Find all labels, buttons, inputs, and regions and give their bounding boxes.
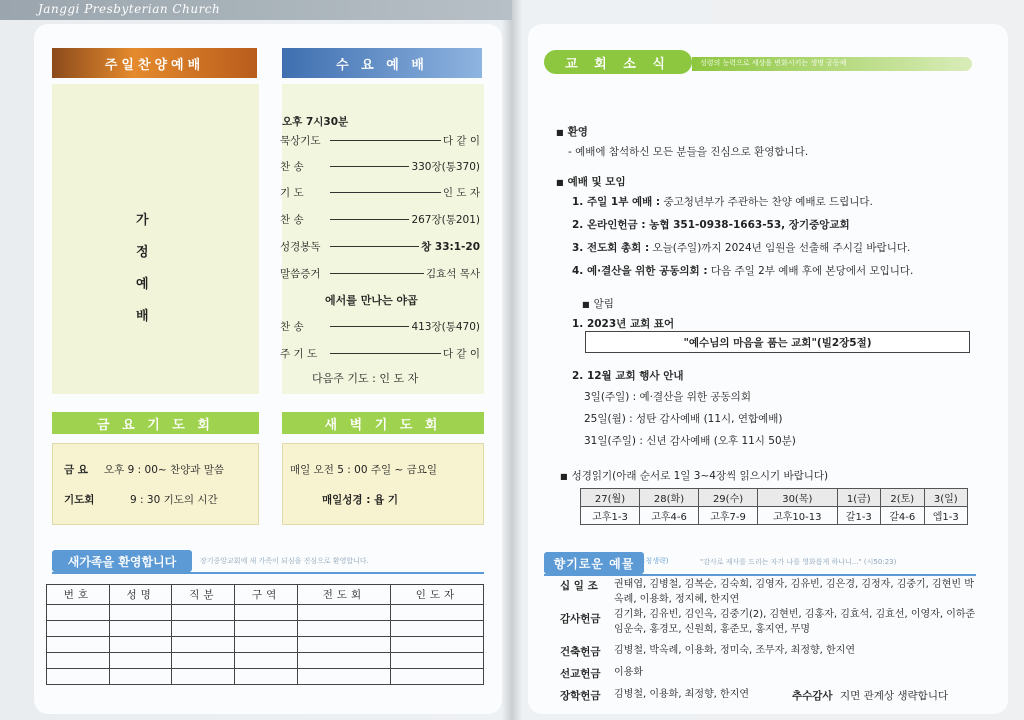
meeting-item-text: 오늘(주일)까지 2024년 임원을 선출해 주시길 바랍니다. [649,242,911,254]
bible-day: 28(화) [640,489,699,507]
meeting-item-lead: 4. 예·결산을 위한 공동의회 : [572,265,708,277]
order-label: 기 도 [280,186,304,199]
friday-text-1: 오후 9 : 00~ 찬양과 말씀 [104,464,225,476]
bullet-square-icon: ■ [560,472,568,481]
offering-names: 권태엽, 김병철, 김복순, 김숙희, 김영자, 김유빈, 김은경, 김정자, 김중기, 김현빈 박옥례, 이용화, 정지혜, 한지연 [614,579,974,605]
meeting-item-text: 중고청년부가 주관하는 찬양 예배로 드립니다. [660,196,873,208]
order-label: 찬 송 [280,213,304,226]
bible-reading: 갈1-3 [837,507,880,525]
bible-day: 29(수) [699,489,758,507]
bible-readings-row [581,507,968,525]
church-motto: "예수님의 마음을 품는 교회"(빌2장5절) [585,331,970,353]
bible-reading: 엡1-3 [924,507,968,525]
column-header: 구역 [235,585,298,605]
meeting-item-lead: 2. 온라인헌금 : 농협 351-0938-1663-53, 장기중앙교회 [572,219,850,231]
order-row [280,132,480,148]
church-name: Janggi Presbyterian Church [38,2,221,16]
new-family-header: 새가족을 환영합니다 [52,550,192,572]
bible-day: 27(월) [581,489,640,507]
order-value: 인 도 자 [442,186,480,199]
bible-days-row [581,489,968,507]
offering-label: 선교헌금 [560,668,601,680]
order-row [280,345,480,361]
family-char-2: 정 [136,245,149,260]
notice-title [582,296,614,311]
meeting-item [572,263,913,278]
order-value: 413장(통470) [411,320,480,333]
order-label: 묵상기도 [280,134,321,147]
harvest-label: 추수감사 [792,690,833,702]
order-row [280,318,480,334]
table-row [47,621,484,637]
offering-label: 십 일 조 [560,580,598,592]
family-char-4: 배 [136,309,149,324]
preacher-name: 김효석 목사 [425,267,480,280]
table-header-row [47,585,484,605]
friday-label-2: 기도회 [64,494,95,506]
divider [52,572,484,574]
leader-line [330,140,441,141]
column-header: 직분 [172,585,235,605]
scripture-reference: 창 33:1-20 [421,240,480,253]
order-label: 성경봉독 [280,240,321,253]
december-event: 25일(월) : 성탄 감사예배 (11시, 연합예배) [584,413,783,425]
offering-honorific-note: (존칭생략) [636,557,669,565]
sunday-worship-header: 주일찬양예배 [52,48,257,78]
harvest-text: 지면 관계상 생략합니다 [840,690,949,702]
bible-reading-table [580,488,968,525]
wednesday-time: 오후 7시30분 [282,116,349,128]
bible-reading: 갈4-6 [881,507,924,525]
meeting-item-lead: 3. 전도회 총회 : [572,242,650,254]
welcome-title [556,124,588,139]
friday-label-1: 금 요 [64,464,88,476]
offering-label: 장학헌금 [560,690,601,702]
leader-line [330,219,409,220]
family-char-3: 예 [136,277,149,292]
offering-header: 향기로운 예물 [544,552,644,574]
bible-day: 30(목) [758,489,838,507]
meeting-item-lead: 1. 주일 1부 예배 : [572,196,661,208]
family-char-1: 가 [136,213,149,228]
dawn-prayer-box [282,443,484,525]
family-worship-box [52,84,259,394]
bullet-square-icon: ■ [556,128,564,137]
table-row [47,637,484,653]
sermon-title: 에서를 만나는 야곱 [325,294,418,307]
table-row [47,605,484,621]
offering-names: 김병철, 이용화, 최정향, 한지연 [614,689,749,700]
column-header: 번호 [47,585,110,605]
offering-names: 이용화 [614,667,643,678]
bible-day: 3(일) [924,489,968,507]
bible-reading: 고후10-13 [758,507,838,525]
leader-line [330,166,409,167]
table-row [47,669,484,685]
friday-prayer-header: 금 요 기 도 회 [52,412,259,434]
order-row [280,211,480,227]
table-row [47,653,484,669]
order-value: 다 같 이 [442,134,480,147]
order-value: 267장(통201) [411,213,480,226]
bible-reading: 고후7-9 [699,507,758,525]
bible-day: 1(금) [837,489,880,507]
welcome-text: - 예배에 참석하신 모든 분들을 진심으로 환영합니다. [568,146,809,158]
leader-line [330,246,419,247]
order-value: 다 같 이 [442,347,480,360]
meetings-title [556,174,626,189]
december-events-label: 2. 12월 교회 행사 안내 [572,370,684,382]
motto-label: 1. 2023년 교회 표어 [572,318,675,330]
order-label: 찬 송 [280,320,304,333]
leader-line [330,192,441,193]
church-news-header: 교 회 소 식 [544,50,692,74]
meeting-item [572,240,910,255]
new-family-table [46,584,484,685]
order-value: 330장(통370) [411,160,480,173]
family-worship-title [136,205,149,333]
bible-reading-title [560,468,828,483]
leader-line [330,273,424,274]
bible-reading: 고후4-6 [640,507,699,525]
december-event: 31일(주일) : 신년 감사예배 (오후 11시 50분) [584,435,796,447]
order-label: 주 기 도 [280,347,318,360]
welcome-title-text: 환영 [567,126,588,138]
friday-text-2: 9 : 30 기도의 시간 [130,494,218,506]
offering-quote: "감사로 제사를 드리는 자가 나를 영화롭게 하나니..." (시50:23) [700,558,897,566]
divider [544,574,976,576]
offering-names: 김기화, 김유빈, 김인옥, 김중기(2), 김현빈, 김홍자, 김효석, 김효선, 이영자, 이하준 임운숙, 홍경모, 신원희, 홍준모, 홍지연, 무명 [614,609,976,635]
order-row [280,184,480,200]
dawn-prayer-header: 새 벽 기 도 회 [282,412,484,434]
bible-reading: 고후1-3 [581,507,640,525]
meeting-item [572,217,850,232]
friday-prayer-box [52,443,259,525]
bullet-square-icon: ■ [556,178,564,187]
leader-line [330,326,409,327]
december-event: 3일(주일) : 예·결산을 위한 공동의회 [584,391,751,403]
meeting-item [572,194,873,209]
church-news-subtitle: 성령의 능력으로 세상을 변화시키는 생명 공동체 [700,59,847,67]
column-header: 성명 [109,585,172,605]
bible-reading-title-text: 성경읽기(아래 순서로 1일 3~4장씩 읽으시기 바랍니다) [571,470,829,482]
column-header: 전도회 [297,585,390,605]
order-row [280,238,480,254]
offering-label: 건축헌금 [560,646,601,658]
wednesday-worship-header: 수 요 예 배 [282,48,482,78]
bible-day: 2(토) [881,489,924,507]
column-header: 인도자 [390,585,483,605]
dawn-text-2: 매일성경 : 욥 기 [322,494,399,506]
meetings-title-text: 예배 및 모임 [567,176,626,188]
offering-names: 김병철, 박옥례, 이용화, 정미숙, 조무자, 최정향, 한지연 [614,645,856,656]
meeting-item-text: 다음 주일 2부 예배 후에 본당에서 모입니다. [707,265,914,277]
leader-line [330,353,441,354]
order-label: 찬 송 [280,160,304,173]
dawn-text-1: 매일 오전 5 : 00 주일 ~ 금요일 [290,464,438,476]
order-row [280,158,480,174]
notice-title-text: 알림 [593,298,614,310]
offering-label: 감사헌금 [560,613,601,625]
next-prayer: 다음주 기도 : 인 도 자 [312,372,419,385]
order-label: 말씀증거 [280,267,321,280]
new-family-subtitle: 장기중앙교회에 새 가족이 되심을 진심으로 환영합니다. [200,557,369,565]
order-row [280,265,480,281]
bullet-square-icon: ■ [582,300,590,309]
